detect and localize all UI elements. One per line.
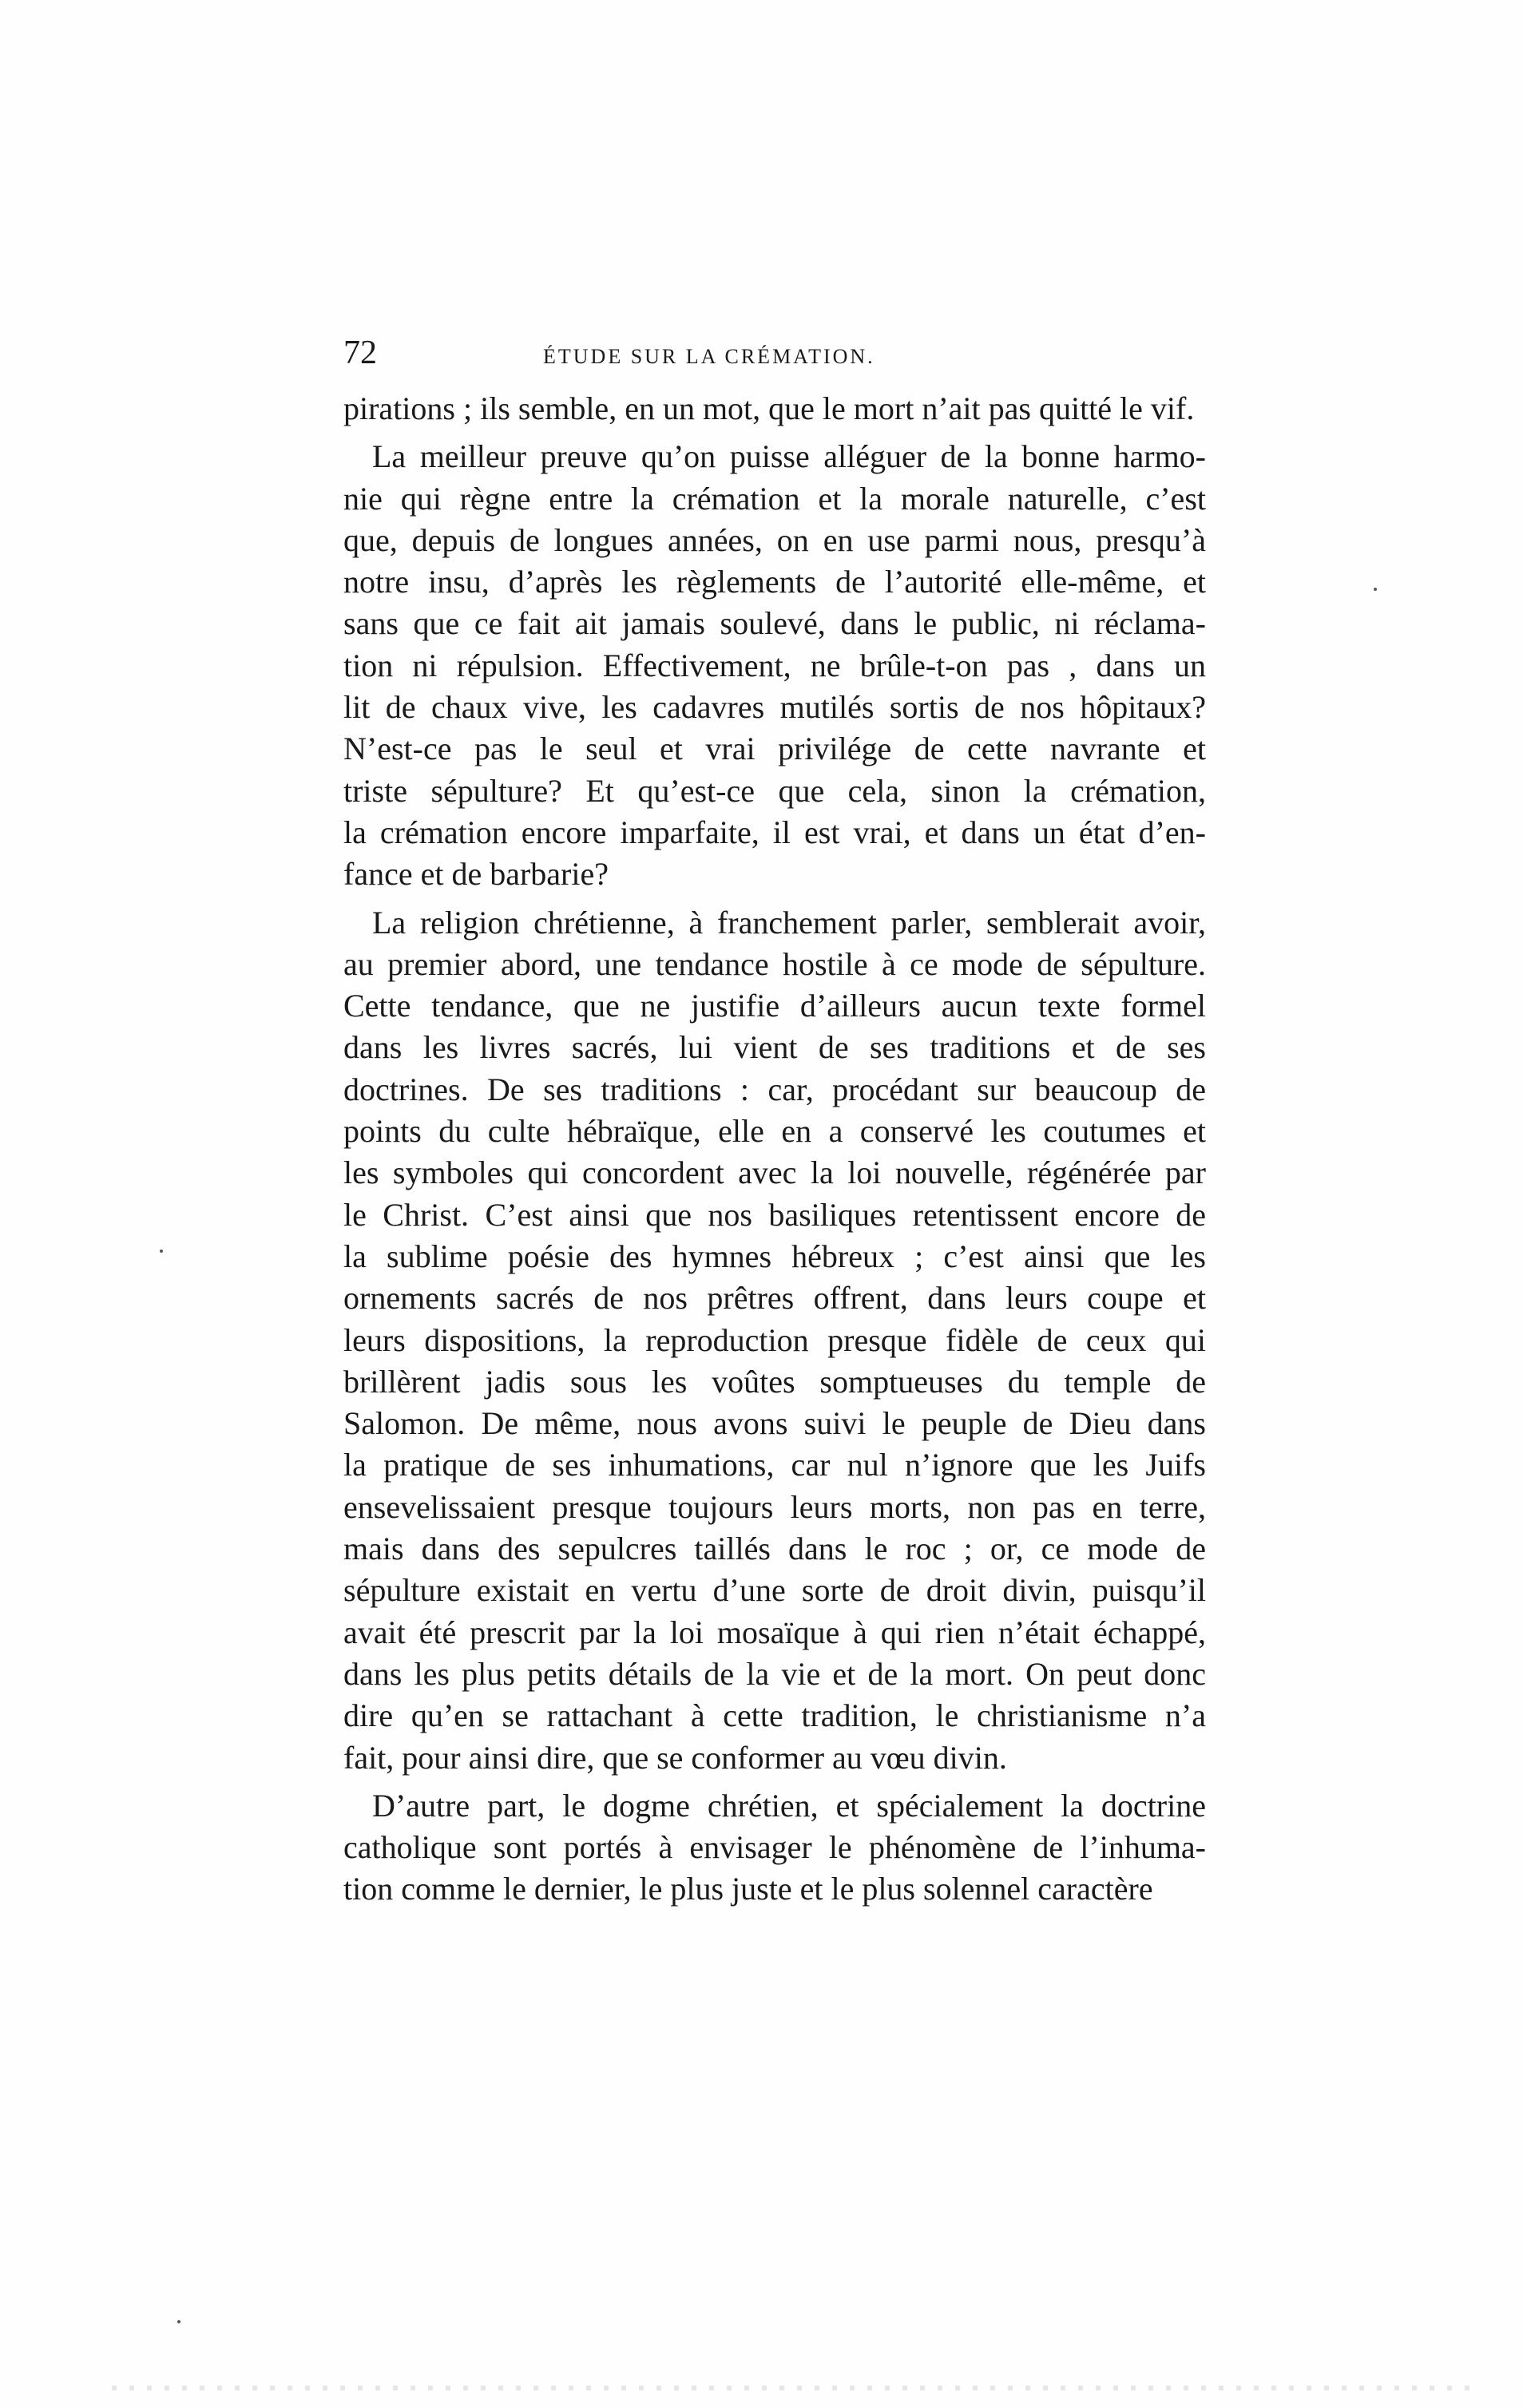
text-line: catholique sont portés à envisager le phénomène de l’inhuma- <box>343 1829 1206 1866</box>
text-line: brillèrent jadis sous les voûtes somptueuses du temple de <box>343 1363 1206 1400</box>
text-line: D’autre part, le dogme chrétien, et spécialement la doctrine <box>372 1787 1206 1824</box>
paragraph <box>343 902 1206 1779</box>
text-line: nie qui règne entre la crémation et la morale naturelle, c’est <box>343 480 1206 517</box>
text-line: La religion chrétienne, à franchement parler, semblerait avoir, <box>372 904 1206 941</box>
text-line: sans que ce fait ait jamais soulevé, dans le public, ni réclama- <box>343 605 1206 642</box>
body-text <box>343 388 1206 1911</box>
text-line: la crémation encore imparfaite, il est vrai, et dans un état d’en- <box>343 814 1206 850</box>
text-line: doctrines. De ses traditions : car, procédant sur beaucoup de <box>343 1071 1206 1107</box>
text-line: au premier abord, une tendance hostile à ce mode de sépulture. <box>343 945 1206 982</box>
text-line: triste sépulture? Et qu’est-ce que cela, sinon la crémation, <box>343 772 1206 809</box>
text-line: Cette tendance, que ne justifie d’ailleurs aucun texte formel <box>343 988 1206 1024</box>
text-line: dans les livres sacrés, lui vient de ses traditions et de ses <box>343 1029 1206 1066</box>
text-line: ensevelissaient presque toujours leurs morts, non pas en terre, <box>343 1488 1206 1525</box>
text-line: la pratique de ses inhumations, car nul n’ignore que les Juifs <box>343 1447 1206 1483</box>
paragraph-gap <box>343 430 1206 436</box>
text-line: tion comme le dernier, le plus juste et le plus solennel caractère <box>343 1871 1153 1907</box>
text-line: la sublime poésie des hymnes hébreux ; c’est ainsi que les <box>343 1238 1206 1274</box>
text-line: sépulture existait en vertu d’une sorte de droit divin, puisqu’il <box>343 1572 1206 1609</box>
text-line: notre insu, d’après les règlements de l’autorité elle-même, et <box>343 564 1206 600</box>
text-line: avait été prescrit par la loi mosaïque à qui rien n’était échappé, <box>343 1614 1206 1650</box>
paragraph <box>343 388 1206 430</box>
text-line: Salomon. De même, nous avons suivi le peuple de Dieu dans <box>343 1405 1206 1442</box>
page-header <box>343 334 1206 380</box>
paragraph <box>343 1785 1206 1911</box>
text-line: les symboles qui concordent avec la loi nouvelle, régénérée par <box>343 1154 1206 1191</box>
running-head: ÉTUDE SUR LA CRÉMATION. <box>543 345 875 368</box>
bottom-edge-specks <box>112 2386 1469 2390</box>
text-line: dire qu’en se rattachant à cette tradition, le christianisme n’a <box>343 1697 1206 1734</box>
text-line: fait, pour ainsi dire, que se conformer au vœu divin. <box>343 1739 1007 1776</box>
text-line: pirations ; ils semble, en un mot, que le mort n’ait pas quitté le vif. <box>343 390 1195 426</box>
text-line: fance et de barbarie? <box>343 856 609 893</box>
margin-speck <box>160 1250 163 1253</box>
text-line: le Christ. C’est ainsi que nos basiliques retentissent encore de <box>343 1196 1206 1233</box>
margin-speck <box>177 2320 180 2323</box>
paragraph <box>343 436 1206 895</box>
paragraph-gap <box>343 896 1206 902</box>
text-line: N’est-ce pas le seul et vrai privilége de cette navrante et <box>343 731 1206 767</box>
margin-speck <box>1374 588 1377 591</box>
text-line: dans les plus petits détails de la vie et de la mort. On peut donc <box>343 1655 1206 1692</box>
text-line: que, depuis de longues années, on en use parmi nous, presqu’à <box>343 521 1206 558</box>
text-line: leurs dispositions, la reproduction presque fidèle de ceux qui <box>343 1321 1206 1358</box>
paragraph-gap <box>343 1779 1206 1785</box>
page-number: 72 <box>343 335 377 371</box>
text-line: La meilleur preuve qu’on puisse alléguer de la bonne harmo- <box>372 438 1206 475</box>
text-line: mais dans des sepulcres taillés dans le roc ; or, ce mode de <box>343 1531 1206 1567</box>
text-line: lit de chaux vive, les cadavres mutilés sortis de nos hôpitaux? <box>343 689 1206 726</box>
text-line: tion ni répulsion. Effectivement, ne brûle-t-on pas , dans un <box>343 647 1206 683</box>
text-line: ornements sacrés de nos prêtres offrent, dans leurs coupe et <box>343 1280 1206 1317</box>
text-block <box>343 334 1206 1911</box>
text-line: points du culte hébraïque, elle en a conservé les coutumes et <box>343 1113 1206 1150</box>
